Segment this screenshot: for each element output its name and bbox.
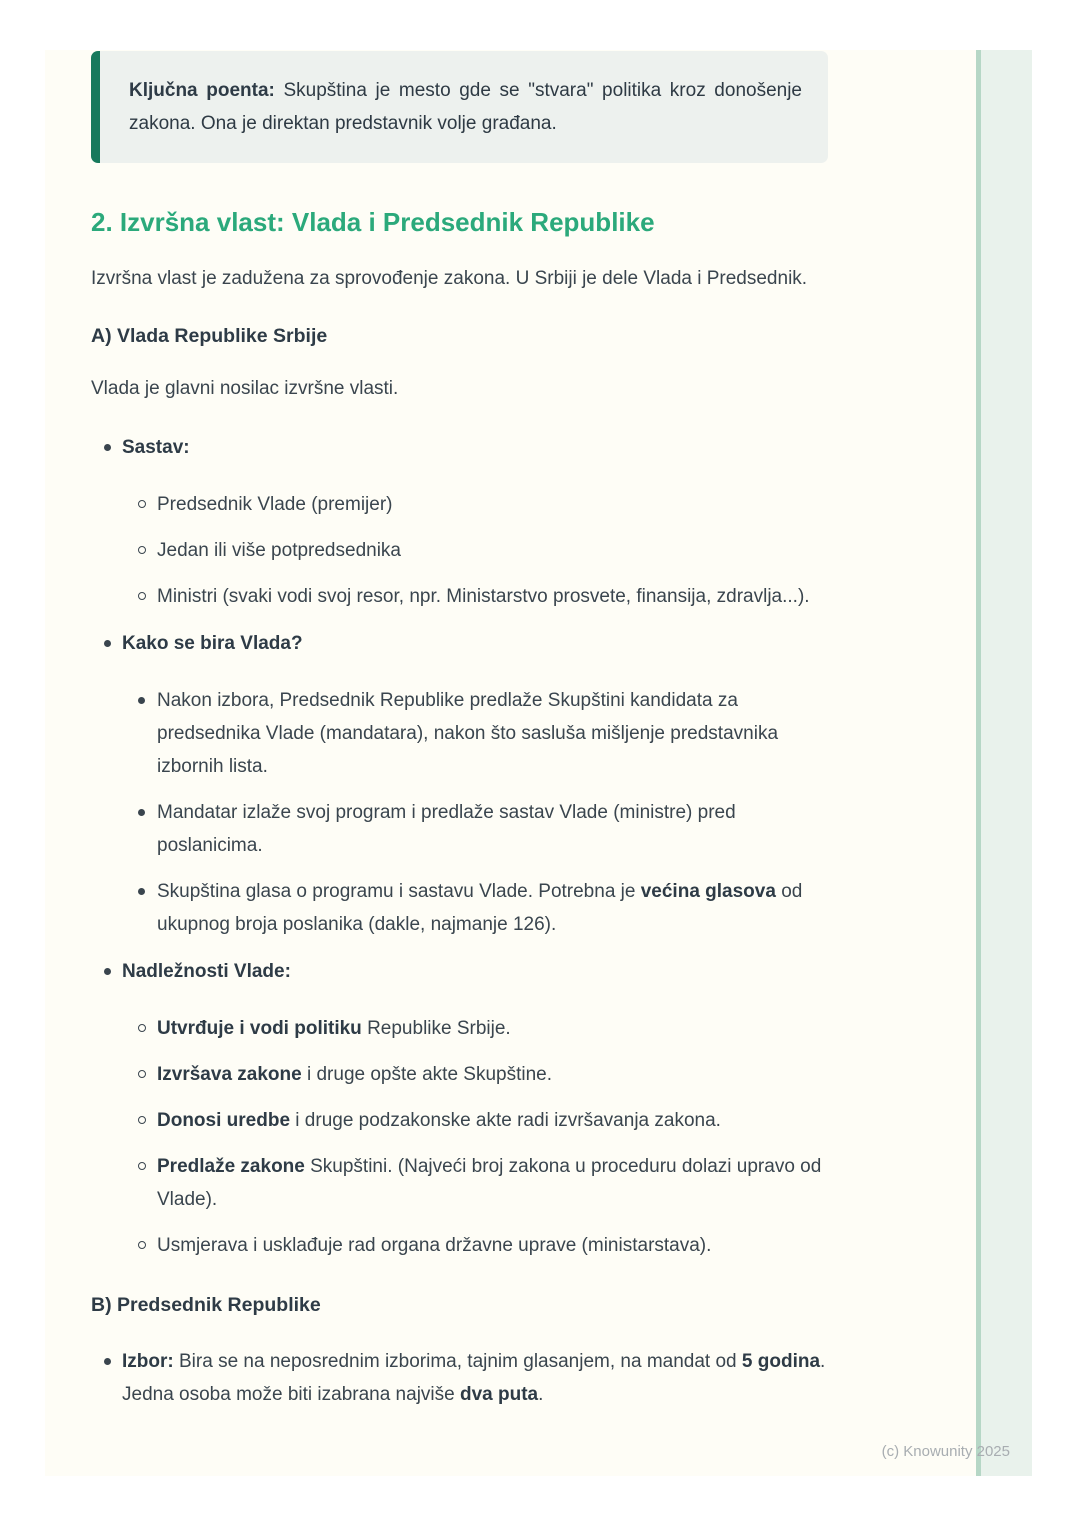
list-item	[122, 580, 828, 613]
nadleznosti-sublist	[122, 1012, 828, 1262]
list-item-kako	[91, 627, 828, 941]
list-item	[122, 684, 828, 783]
page-content	[91, 51, 828, 1425]
list-item	[122, 1150, 828, 1216]
sastav-label: Sastav:	[122, 437, 190, 458]
subsection-a-heading: A) Vlada Republike Srbije	[91, 325, 328, 347]
key-point-callout	[91, 51, 828, 163]
list-item-izbor	[91, 1345, 828, 1411]
list-item	[122, 1012, 828, 1045]
subsection-b-heading: B) Predsednik Republike	[91, 1294, 321, 1316]
list-item-text: Utvrđuje i vodi politiku Republike Srbije.	[157, 1018, 511, 1039]
list-item-text: Predsednik Vlade (premijer)	[157, 494, 393, 515]
list-item-sastav	[91, 431, 828, 613]
list-item-nadleznosti	[91, 955, 828, 1262]
sastav-sublist	[122, 488, 828, 613]
key-point-text: Ključna poenta: Skupština je mesto gde se "stvara" politika kroz donošenje zakona. Ona je direktan predstavnik volje građana.	[129, 80, 802, 134]
nadleznosti-label: Nadležnosti Vlade:	[122, 961, 291, 982]
document-page	[45, 50, 1032, 1476]
list-item-text: Nakon izbora, Predsednik Republike predlaže Skupštini kandidata za predsednika Vlade (mandatara), nakon što sasluša mišljenje predstavnika izbornih lista.	[157, 690, 779, 777]
list-item-text: Jedan ili više potpredsednika	[157, 540, 401, 561]
list-item	[122, 875, 828, 941]
list-item-text: Mandatar izlaže svoj program i predlaže sastav Vlade (ministre) pred poslanicima.	[157, 802, 736, 856]
section-intro: Izvršna vlast je zadužena za sprovođenje zakona. U Srbiji je dele Vlada i Predsednik.	[91, 268, 808, 289]
list-item	[122, 488, 828, 521]
list-item-text: Donosi uredbe i druge podzakonske akte radi izvršavanja zakona.	[157, 1110, 721, 1131]
kako-sublist	[122, 684, 828, 941]
kako-label: Kako se bira Vlada?	[122, 633, 303, 654]
list-item	[122, 534, 828, 567]
section-heading: 2. Izvršna vlast: Vlada i Predsednik Republike	[91, 207, 655, 237]
list-item	[122, 796, 828, 862]
list-item	[122, 1058, 828, 1091]
list-item-text: Izbor: Bira se na neposrednim izborima, tajnim glasanjem, na mandat od 5 godina. Jedna osoba može biti izabrana najviše dva puta.	[122, 1351, 826, 1405]
list-item	[122, 1229, 828, 1262]
subsection-a-lead: Vlada je glavni nosilac izvršne vlasti.	[91, 378, 399, 399]
president-list	[91, 1345, 828, 1411]
copyright-watermark: (c) Knowunity 2025	[881, 1443, 1010, 1460]
list-item-text: Skupština glasa o programu i sastavu Vlade. Potrebna je većina glasova od ukupnog broja poslanika (dakle, najmanje 126).	[157, 881, 803, 935]
list-item-text: Usmjerava i usklađuje rad organa državne uprave (ministarstava).	[157, 1235, 712, 1256]
right-decoration-bar	[976, 50, 1032, 1476]
list-item-text: Ministri (svaki vodi svoj resor, npr. Ministarstvo prosvete, finansija, zdravlja...).	[157, 586, 810, 607]
government-list	[91, 431, 828, 1262]
list-item-text: Izvršava zakone i druge opšte akte Skupštine.	[157, 1064, 553, 1085]
list-item	[122, 1104, 828, 1137]
list-item-text: Predlaže zakone Skupštini. (Najveći broj zakona u proceduru dolazi upravo od Vlade).	[157, 1156, 822, 1210]
